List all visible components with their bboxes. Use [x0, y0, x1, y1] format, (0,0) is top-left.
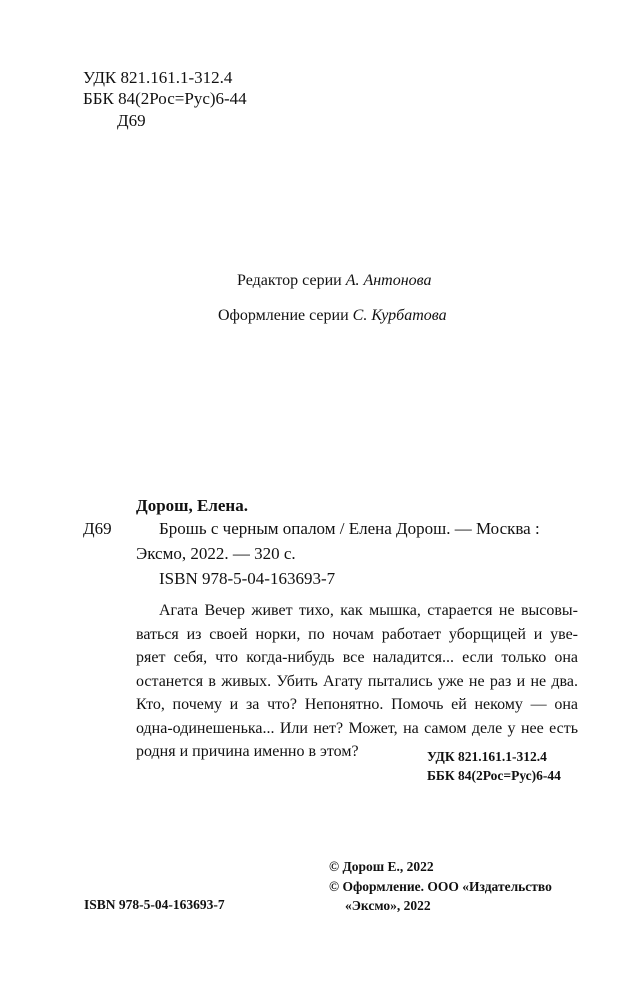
- series-editor-credit: [237, 270, 432, 291]
- annotation-line: одна-одинешенька... Или нет? Может, на самом деле у нее есть: [136, 719, 578, 737]
- series-design-name: С. Курбатова: [352, 307, 447, 324]
- catalog-author: Дорош, Елена.: [136, 496, 248, 515]
- catalog-title-line-2: Эксмо, 2022. — 320 с.: [136, 544, 296, 563]
- udk-code-bottom: УДК 821.161.1-312.4: [427, 749, 547, 764]
- series-design-credit: [218, 305, 447, 326]
- annotation-line: ваться из своей норки, по ночам работает уборщицей и уве-: [136, 625, 578, 643]
- catalog-isbn: ISBN 978-5-04-163693-7: [159, 569, 336, 588]
- bbk-code-top: ББК 84(2Рос=Рус)6-44: [83, 89, 247, 108]
- annotation-line: родня и причина именно в этом?: [136, 743, 359, 760]
- footer-isbn: ISBN 978-5-04-163693-7: [84, 897, 225, 912]
- copyright-design-line-1: © Оформление. ООО «Издательство: [329, 879, 552, 894]
- annotation: [136, 599, 578, 764]
- bbk-code-bottom: ББК 84(2Рос=Рус)6-44: [427, 768, 561, 783]
- series-editor-role: Редактор серии: [237, 272, 342, 289]
- copyright-design-line-2: «Эксмо», 2022: [345, 898, 431, 913]
- catalog-title-line-1: Брошь с черным опалом / Елена Дорош. — Москва :: [159, 519, 540, 538]
- annotation-line: останется в живых. Убить Агату пытались уже не раз и не два.: [136, 672, 578, 690]
- udk-code-top: УДК 821.161.1-312.4: [83, 68, 233, 87]
- copyright-author: © Дорош Е., 2022: [329, 859, 434, 874]
- author-mark-top: Д69: [117, 111, 146, 130]
- series-editor-name: А. Антонова: [345, 272, 432, 289]
- series-design-role: Оформление серии: [218, 307, 349, 324]
- catalog-author-mark: Д69: [83, 519, 112, 538]
- annotation-line: Кто, почему и за что? Непонятно. Помочь ей некому — она: [136, 696, 578, 713]
- annotation-line: ряет себя, что когда-нибудь все наладится... если только она: [136, 649, 578, 666]
- annotation-line: Агата Вечер живет тихо, как мышка, старается не высовы-: [159, 602, 578, 619]
